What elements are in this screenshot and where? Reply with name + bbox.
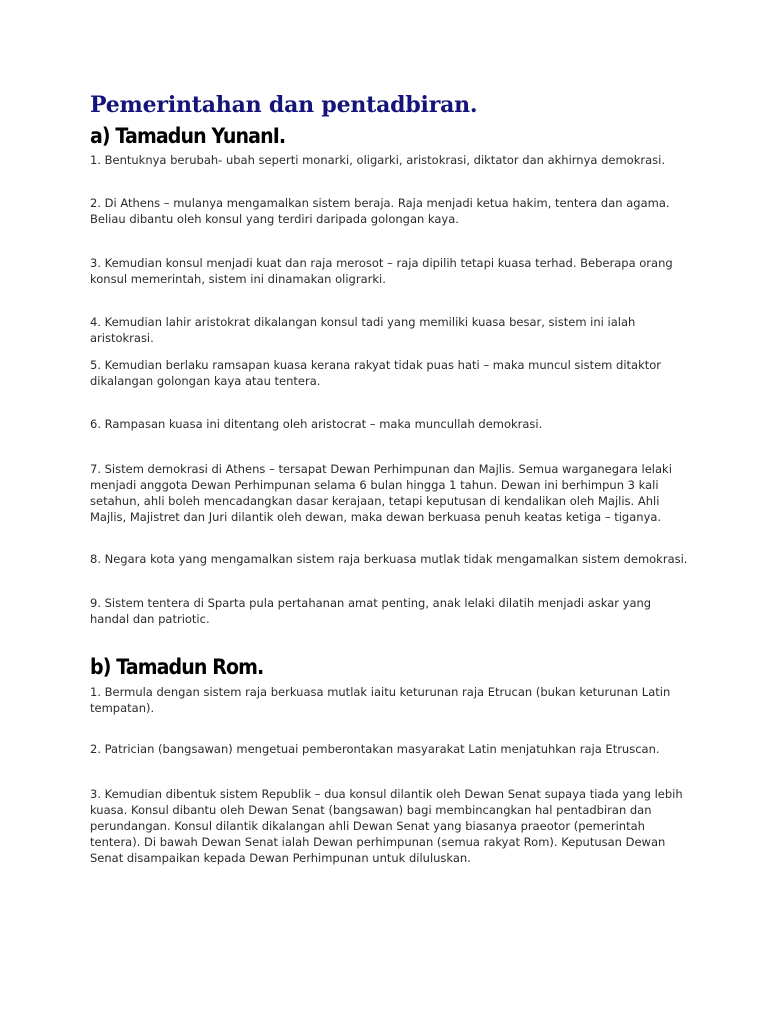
section-heading-rom: b) Tamadun Rom. [90,655,264,680]
yunani-point-1: 1. Bentuknya berubah- ubah seperti monarki, oligarki, aristokrasi, diktator dan akhirnya demokrasi. [90,153,665,167]
document-title: Pemerintahan dan pentadbiran. [90,92,478,118]
rom-point-2: 2. Patrician (bangsawan) mengetuai pemberontakan masyarakat Latin menjatuhkan raja Etruscan. [90,742,660,756]
rom-point-1: 1. Bermula dengan sistem raja berkuasa mutlak iaitu keturunan raja Etrucan (bukan keturunan Latin tempatan). [90,685,671,715]
yunani-point-6: 6. Rampasan kuasa ini ditentang oleh aristocrat – maka muncullah demokrasi. [90,417,543,431]
yunani-point-3: 3. Kemudian konsul menjadi kuat dan raja merosot – raja dipilih tetapi kuasa terhad. Beberapa orang konsul memerintah, sistem ini dinamakan oligrarki. [90,256,673,286]
yunani-point-5: 5. Kemudian berlaku ramsapan kuasa kerana rakyat tidak puas hati – maka muncul sistem ditaktor dikalangan golongan kaya atau tentera. [90,358,662,388]
yunani-point-7: 7. Sistem demokrasi di Athens – tersapat Dewan Perhimpunan dan Majlis. Semua warganegara lelaki menjadi anggota Dewan Perhimpunan selama 6 bulan hingga 1 tahun. Dewan ini berhimpun 3 kali setahun, ahli boleh mencadangkan dasar kerajaan, tetapi keputusan di kendalikan oleh Majlis. Ahli Majlis, Majistret dan Juri dilantik oleh dewan, maka dewan berkuasa penuh keatas ketiga – tiganya. [90,462,672,524]
yunani-point-9: 9. Sistem tentera di Sparta pula pertahanan amat penting, anak lelaki dilatih menjadi askar yang handal dan patriotic. [90,596,652,626]
yunani-point-2: 2. Di Athens – mulanya mengamalkan sistem beraja. Raja menjadi ketua hakim, tentera dan agama. Beliau dibantu oleh konsul yang terdiri daripada golongan kaya. [90,196,670,226]
section-heading-yunani: a) Tamadun YunanI. [90,124,286,149]
rom-point-3: 3. Kemudian dibentuk sistem Republik – dua konsul dilantik oleh Dewan Senat supaya tiada yang lebih kuasa. Konsul dibantu oleh Dewan Senat (bangsawan) bagi membincangkan hal pentadbiran dan perundangan. Konsul dilantik dikalangan ahli Dewan Senat yang biasanya praeotor (pemerintah tentera). Di bawah Dewan Senat ialah Dewan perhimpunan (semua rakyat Rom). Keputusan Dewan Senat disampaikan kepada Dewan Perhimpunan untuk diluluskan. [90,787,683,865]
yunani-point-4: 4. Kemudian lahir aristokrat dikalangan konsul tadi yang memiliki kuasa besar, sistem ini ialah aristokrasi. [90,315,636,345]
yunani-point-8: 8. Negara kota yang mengamalkan sistem raja berkuasa mutlak tidak mengamalkan sistem demokrasi. [90,552,688,566]
